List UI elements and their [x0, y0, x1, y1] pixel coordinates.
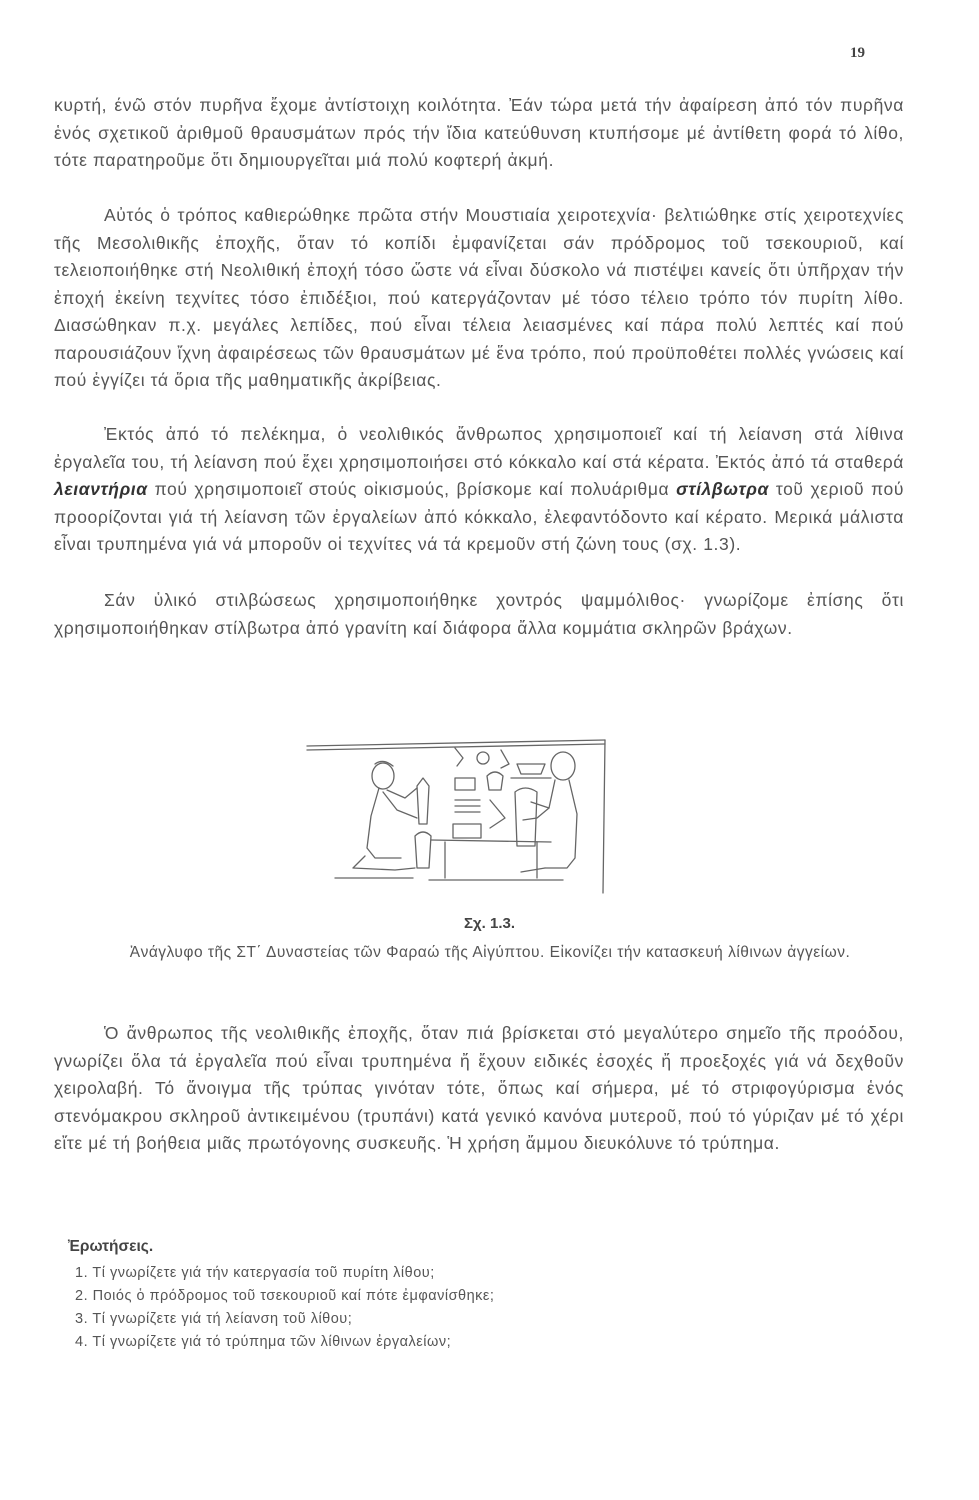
relief-drawing-figure: [305, 728, 615, 898]
question-item: 2. Ποιός ὁ πρόδρομος τοῦ τσεκουριοῦ καί πότε ἐμφανίσθηκε;: [75, 1288, 495, 1304]
paragraph-1: κυρτή, ένῶ στόν πυρῆνα ἔχομε ἀντίστοιχη κοιλότητα. Ἐάν τώρα μετά τήν ἀφαίρεση ἀπό τόν πυρῆνα ἑνός σχετικοῦ ἀριθμοῦ θραυσμάτων πρός τήν ἴδια κατεύθυνση κτυπήσομε μέ ἀντίθετη φορά τό λίθο, τότε παρατηροῦμε ὅτι δημιουργεῖται μιά πολύ κοφτερή ἀκμή.: [54, 95, 904, 170]
questions-list: [75, 1262, 775, 1354]
paragraph-3-text-a: Ἐκτός ἀπό τό πελέκημα, ὁ νεολιθικός ἄνθρωπος χρησιμοποιεῖ καί τή λείανση στά λίθινα ἐργαλεῖα του, τή λείανση πού ἔχει χρησιμοποιήσει στό κόκκαλο καί στά κέρατα. Ἐκτός ἀπό τά σταθερά: [54, 424, 904, 472]
question-item: 4. Τί γνωρίζετε γιά τό τρύπημα τῶν λίθινων ἐργαλείων;: [75, 1334, 452, 1350]
paragraph-2: Αὐτός ὁ τρόπος καθιερώθηκε πρῶτα στήν Μουστιαία χειροτεχνία· βελτιώθηκε στίς χειροτεχνίες τῆς Μεσολιθικῆς ἐποχῆς, ὅταν τό κοπίδι ἐμφανίζεται σάν πρόδρομος τοῦ τσεκουριοῦ, καί τελειοποιήθηκε στή Νεολιθική ἐποχή τόσο ὥστε νά εἶναι δύσκολο νά πιστέψει κανείς ὅτι ὑπῆρχαν τήν ἐποχή ἐκείνη τεχνίτες τόσο ἐπιδέξιοι, πού κατεργάζονταν μέ τόσο τέλειο τρόπο τόν πυρίτη λίθο. Διασώθηκαν π.χ. μεγάλες λεπίδες, πού εἶναι τέλεια λειασμένες καί πάρα πολύ λεπτές καί πού παρουσιάζουν ἴχνη ἀφαιρέσεως τῶν θραυσμάτων μέ ἕνα τρόπο, πού προϋποθέτει πολλές γνώσεις καί πού ἐγγίζει τά ὅρια τῆς μαθηματικῆς ἀκρίβειας.: [54, 205, 904, 390]
questions-title: Ἐρωτήσεις.: [68, 1238, 154, 1255]
question-item: 3. Τί γνωρίζετε γιά τή λείανση τοῦ λίθου;: [75, 1311, 353, 1327]
figure-caption: Ἀνάγλυφο τῆς ΣΤ΄ Δυναστείας τῶν Φαραώ τῆς Αἰγύπτου. Εἰκονίζει τήν κατασκευή λίθινων ἀγγείων.: [129, 944, 851, 961]
paragraph-5: Ὁ ἄνθρωπος τῆς νεολιθικῆς ἐποχῆς, ὅταν πιά βρίσκεται στό μεγαλύτερο σημεῖο τῆς προόδου, γνωρίζει ὅλα τά ἐργαλεῖα πού εἶναι τρυπημένα ἤ ἔχουν ειδικές ἐσοχές ἤ προεξοχές γιά νά δεχθοῦν χειρολαβή. Τό ἄνοιγμα τῆς τρύπας γινόταν τότε, ὅπως καί σήμερα, μέ τό στριφογύρισμα ἑνός στενόμακρου σκληροῦ ἀντικειμένου (τρυπάνι) κατά γενικό κανόνα μυτεροῦ, πού τό γύριζαν μέ τό χέρι εἴτε μέ τή βοήθεια μιᾶς πρωτόγονης συσκευῆς. Ἡ χρήση ἄμμου διευκόλυνε τό τρύπημα.: [54, 1023, 904, 1153]
page-number: 19: [850, 45, 865, 61]
term-stilvotra: στίλβωτρα: [676, 479, 769, 499]
paragraph-4: Σάν ὑλικό στιλβώσεως χρησιμοποιήθηκε χοντρός ψαμμόλιθος· γνωρίζομε ἐπίσης ὅτι χρησιμοποιήθηκαν στίλβωτρα ἀπό γρανίτη καί διάφορα ἄλλα κομμάτια σκληρῶν βράχων.: [54, 590, 904, 638]
term-leiantiria: λειαντήρια: [54, 479, 148, 499]
paragraph-3: [54, 421, 904, 559]
figure-number: Σχ. 1.3.: [464, 915, 515, 932]
paragraph-3-text-c: τοῦ χεριοῦ πού προορίζονται γιά τή λείανση τῶν ἐργαλείων ἀπό κόκκαλο, ἐλεφαντόδοντο καί κέρατο. Μερικά μάλιστα εἶναι τρυπημένα γιά νά μποροῦν οἱ τεχνίτες νά τά κρεμοῦν στή ζώνη τους (σχ. 1.3).: [54, 479, 904, 554]
question-item: 1. Τί γνωρίζετε γιά τήν κατεργασία τοῦ πυρίτη λίθου;: [75, 1265, 435, 1281]
paragraph-3-text-b: πού χρησιμοποιεῖ στούς οἰκισμούς, βρίσκομε καί πολυάριθμα: [147, 479, 677, 499]
